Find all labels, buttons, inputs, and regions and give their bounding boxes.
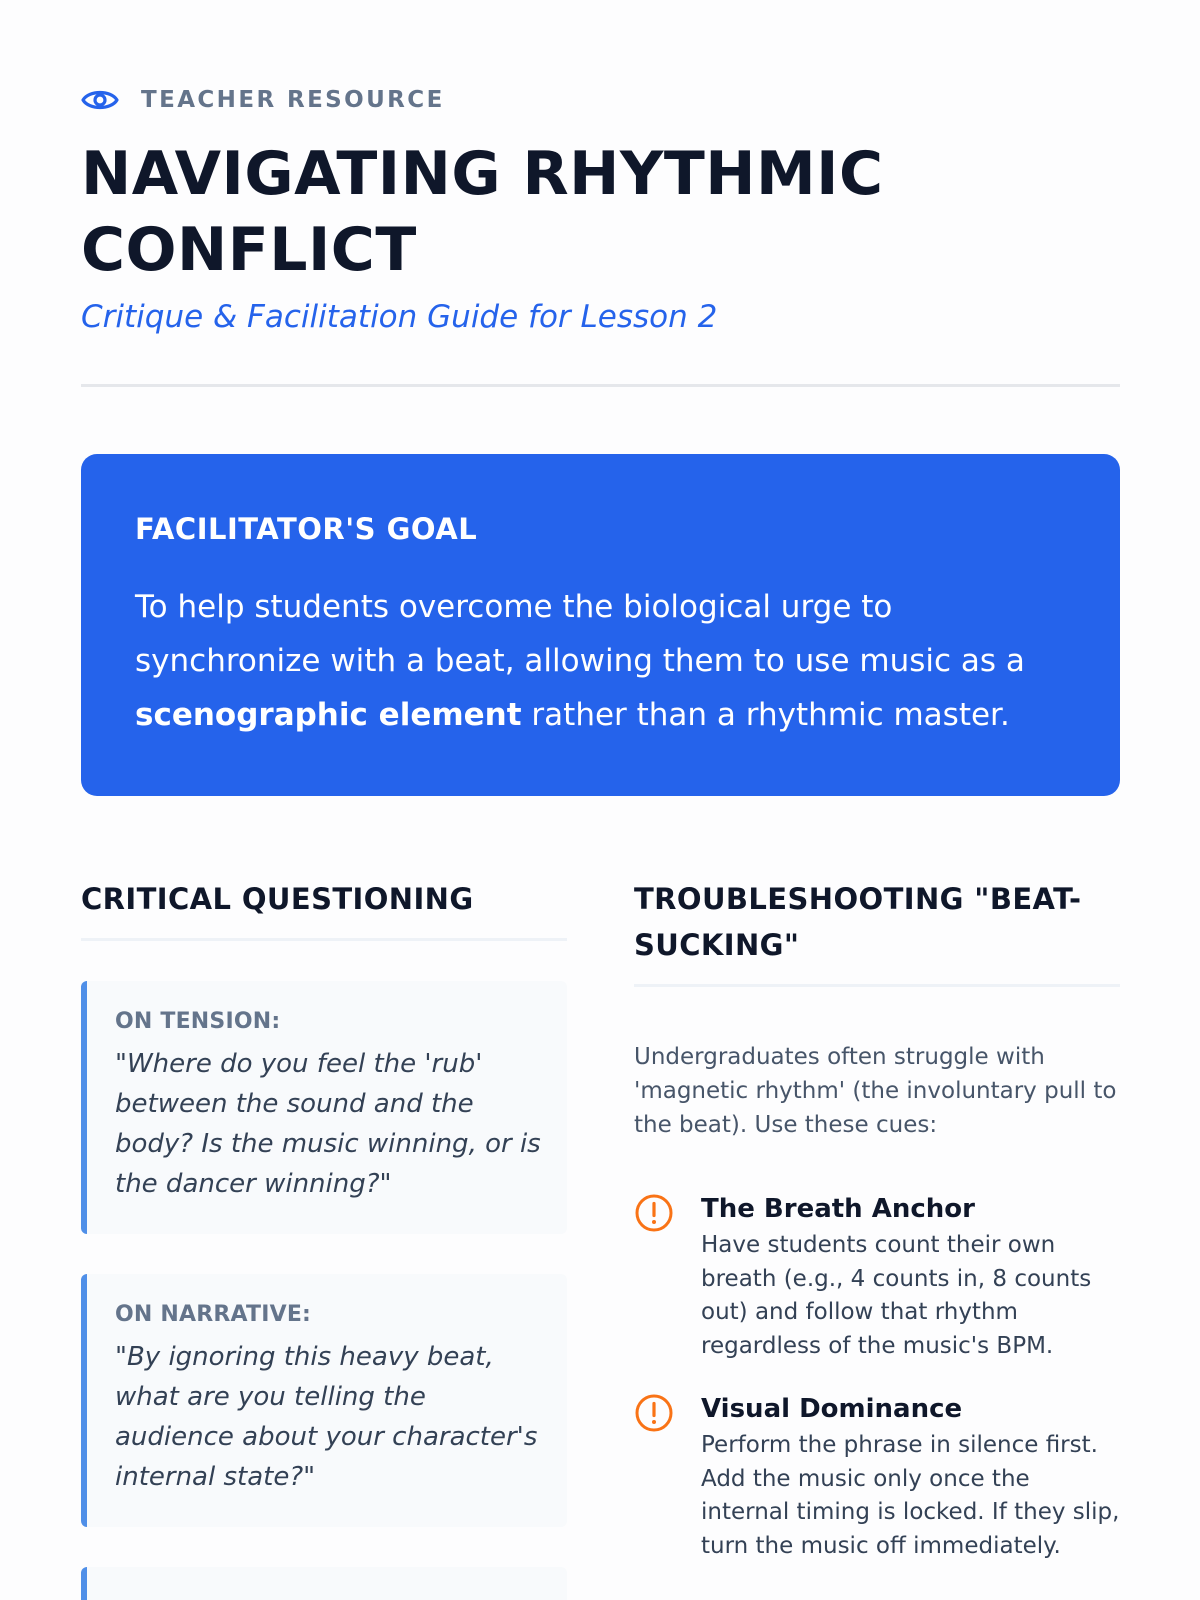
tip-title: The Breath Anchor: [701, 1194, 975, 1224]
question-card-label: ON TENSION:: [115, 1009, 281, 1034]
alert-circle-icon: [634, 1193, 674, 1233]
question-card-narrative: [81, 1274, 567, 1527]
page-title: NAVIGATING RHYTHMIC CONFLICT: [81, 139, 884, 285]
eyebrow: [81, 84, 445, 116]
goal-text: [135, 580, 1065, 742]
question-card-quote: "Where do you feel the 'rub' between the sound and the body? Is the music winning, or is the dancer winning?": [115, 1049, 541, 1199]
question-card-quote: "By ignoring this heavy beat, what are you telling the audience about your character's internal state?": [115, 1342, 538, 1492]
question-card-tension: [81, 981, 567, 1234]
goal-text-end: rather than a rhythmic master.: [521, 697, 1010, 733]
facilitator-goal-panel: [81, 454, 1120, 796]
tip-text: Have students count their own breath (e.g., 4 counts in, 8 counts out) and follow that rhythm regardless of the music's BPM.: [701, 1232, 1092, 1359]
question-card-partial: [81, 1567, 567, 1600]
goal-heading: FACILITATOR'S GOAL: [135, 512, 478, 546]
page-subtitle: Critique & Facilitation Guide for Lesson 2: [81, 299, 718, 335]
eyebrow-label: TEACHER RESOURCE: [141, 87, 445, 113]
tip-visual-dominance: [634, 1393, 1120, 1563]
troubleshooting-heading: TROUBLESHOOTING "BEAT-SUCKING": [634, 876, 1120, 987]
tip-body: [701, 1393, 1120, 1563]
goal-text-emphasis: scenographic element: [135, 697, 522, 733]
critical-questioning-section: [81, 876, 567, 1492]
question-card-label: ON NARRATIVE:: [115, 1302, 312, 1327]
eye-icon: [81, 86, 119, 114]
tip-title: Visual Dominance: [701, 1394, 963, 1424]
critical-questioning-heading: CRITICAL QUESTIONING: [81, 876, 567, 941]
troubleshooting-section: [634, 876, 1120, 1559]
alert-circle-icon: [634, 1393, 674, 1433]
tip-breath-anchor: [634, 1193, 1120, 1363]
tip-body: [701, 1193, 1120, 1363]
tip-text: Perform the phrase in silence first. Add the music only once the internal timing is locked. If they slip, turn the music off immediately.: [701, 1432, 1120, 1559]
goal-text-start: To help students overcome the biological urge to synchronize with a beat, allowing them to use music as a: [135, 589, 1025, 679]
header-divider: [81, 384, 1120, 387]
troubleshooting-intro: Undergraduates often struggle with 'magnetic rhythm' (the involuntary pull to the beat). Use these cues:: [634, 1044, 1117, 1138]
